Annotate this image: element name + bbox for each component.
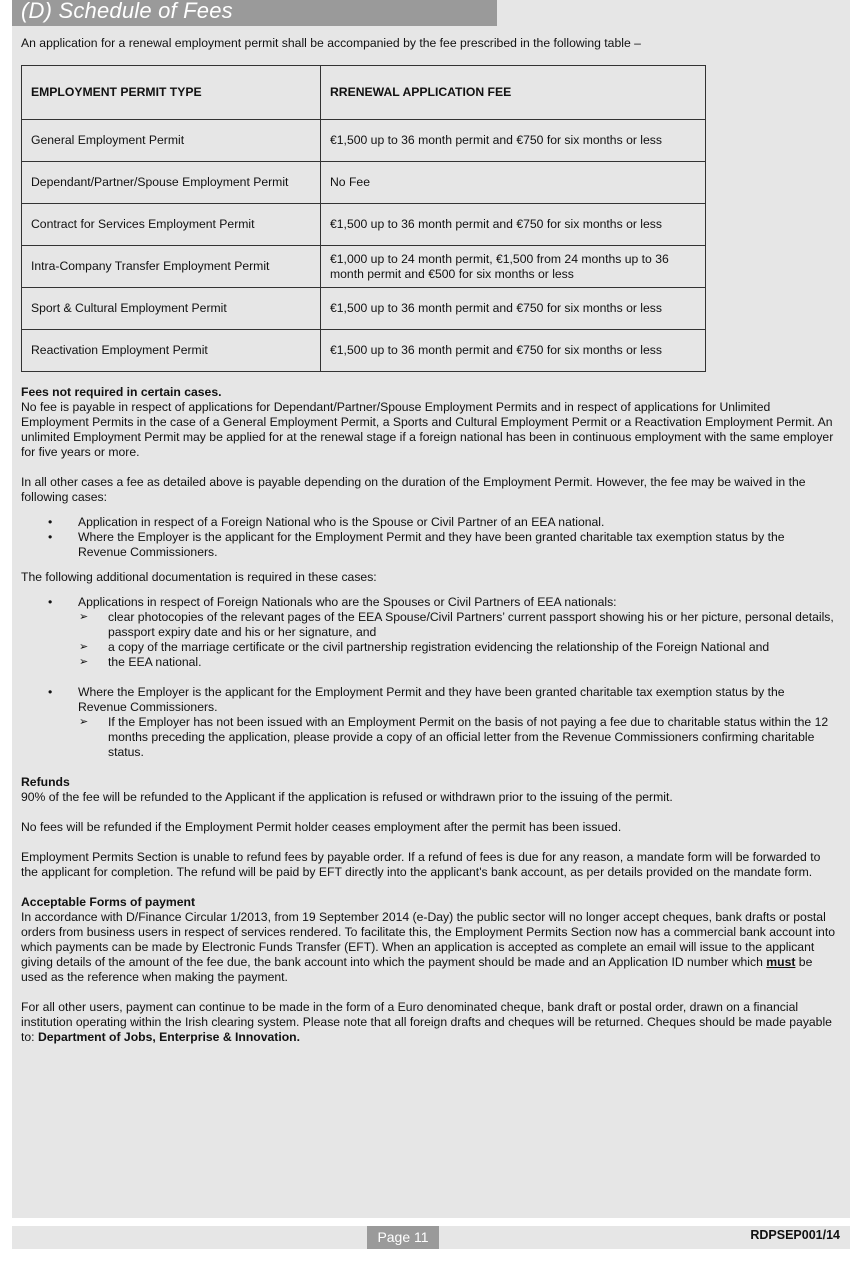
sub-list-item: ➢ If the Employer has not been issued with an Employment Permit on the basis of not paying a fee due to charitable status within the 12 months preceding the application, please provide a copy of an official letter from the Revenue Commissioners confirming charitable status. [79, 715, 829, 759]
sub-list-item: ➢ clear photocopies of the relevant pages of the EEA Spouse/Civil Partners’ current passport showing his or her picture, personal details, passport expiry date and his or her signature, and [79, 610, 834, 639]
fee-cell: €1,500 up to 36 month permit and €750 for six months or less [321, 288, 706, 330]
fee-table [21, 65, 706, 372]
page-number: Page 11 [367, 1226, 439, 1249]
payee-name: Department of Jobs, Enterprise & Innovation. [37, 1030, 301, 1044]
waiver-case-list [21, 515, 836, 560]
list-item: • Where the Employer is the applicant for the Employment Permit and they have been granted charitable tax exemption status by the Revenue Commissioners. [48, 530, 785, 559]
sub-list-item: ➢ a copy of the marriage certificate or the civil partnership registration evidencing the relationship of the Foreign National and [79, 640, 770, 654]
must-emphasis: must [766, 955, 796, 969]
body-content [21, 385, 836, 1045]
arrow-bullet-icon: ➢ [79, 716, 89, 728]
refunds-heading: Refunds [21, 775, 70, 789]
list-item: • Applications in respect of Foreign Nationals who are the Spouses or Civil Partners of EEA nationals: ➢ clear photocopies of the relevant pages of the EEA Spouse/Civil Partners’ current passport showing his or her picture, personal details, passport expiry date and his or her signature, and ➢ a copy of the marriage certificate or the civil partnership registration evidencing the relationship of the Foreign National and ➢ the EEA national. [21, 595, 836, 670]
sub-list [78, 715, 836, 760]
docs-intro: The following additional documentation is required in these cases: [21, 570, 377, 584]
payment-heading: Acceptable Forms of payment [21, 895, 196, 909]
table-row [22, 330, 706, 372]
fees-not-required-heading: Fees not required in certain cases. [21, 385, 222, 399]
bullet-icon: • [48, 530, 53, 544]
payment-para-1: In accordance with D/Finance Circular 1/2013, from 19 September 2014 (e-Day) the public sector will no longer accept cheques, bank drafts or postal orders from business users in respect of services rendered. To facilitate this, the Employment Permits Section now has a commercial bank account into which payments can be made by Electronic Funds Transfer (EFT). When an application is accepted as complete an email will issue to the applicant giving details of the amount of the fee due, the bank account into which the payment should be made and an Application ID number which must be used as the reference when making the payment. [21, 910, 835, 984]
list-item: • Where the Employer is the applicant for the Employment Permit and they have been granted charitable tax exemption status by the Revenue Commissioners. ➢ If the Employer has not been issued with an Employment Permit on the basis of not paying a fee due to charitable status within the 12 months preceding the application, please provide a copy of an official letter from the Revenue Commissioners confirming charitable status. [21, 685, 836, 760]
bullet-icon: • [48, 595, 53, 609]
table-row [22, 204, 706, 246]
refunds-para-1: 90% of the fee will be refunded to the Applicant if the application is refused or withdrawn prior to the issuing of the permit. [21, 790, 673, 804]
fee-waiver-para: In all other cases a fee as detailed above is payable depending on the duration of the Employment Permit. However, the fee may be waived in the following cases: [21, 475, 806, 504]
arrow-bullet-icon: ➢ [79, 641, 89, 653]
arrow-bullet-icon: ➢ [79, 611, 89, 623]
list-item: • Application in respect of a Foreign National who is the Spouse or Civil Partner of an EEA national. [48, 515, 605, 529]
permit-type-cell: Dependant/Partner/Spouse Employment Permit [22, 162, 321, 204]
bullet-icon: • [48, 685, 53, 699]
fee-cell: €1,000 up to 24 month permit, €1,500 from 24 months up to 36 month permit and €500 for six months or less [321, 246, 706, 288]
fee-cell: €1,500 up to 36 month permit and €750 for six months or less [321, 330, 706, 372]
bullet-icon: • [48, 515, 53, 529]
refunds-para-2: No fees will be refunded if the Employment Permit holder ceases employment after the permit has been issued. [21, 820, 622, 834]
permit-type-cell: Contract for Services Employment Permit [22, 204, 321, 246]
payment-para-2: For all other users, payment can continue to be made in the form of a Euro denominated cheque, bank draft or postal order, drawn on a financial institution operating within the Irish clearing system. Please note that all foreign drafts and cheques will be returned. Cheques should be made payable to: Department of Jobs, Enterprise & Innovation. [21, 1000, 832, 1044]
fee-table-header [22, 66, 706, 120]
sub-list-item: ➢ the EEA national. [79, 655, 202, 669]
section-title: (D) Schedule of Fees [21, 0, 233, 23]
arrow-bullet-icon: ➢ [79, 656, 89, 668]
permit-type-cell: General Employment Permit [22, 120, 321, 162]
permit-type-cell: Sport & Cultural Employment Permit [22, 288, 321, 330]
table-row [22, 162, 706, 204]
header-renewal-fee: RRENEWAL APPLICATION FEE [321, 66, 706, 120]
docs-list [21, 595, 836, 760]
fees-not-required-para: No fee is payable in respect of applications for Dependant/Partner/Spouse Employment Permits and in respect of applications for Unlimited Employment Permits in the case of a General Employment Permit, a Sports and Cultural Employment Permit or a Reactivation Employment Permit. An unlimited Employment Permit may be applied for at the renewal stage if a foreign national has been in continuous employment with the same employer for five years or more. [21, 400, 834, 459]
table-row [22, 246, 706, 288]
intro-text: An application for a renewal employment permit shall be accompanied by the fee prescribed in the following table – [21, 36, 641, 50]
document-reference: RDPSEP001/14 [750, 1228, 840, 1242]
header-permit-type: EMPLOYMENT PERMIT TYPE [22, 66, 321, 120]
sub-list [78, 610, 836, 670]
fee-cell: No Fee [321, 162, 706, 204]
table-row [22, 120, 706, 162]
permit-type-cell: Reactivation Employment Permit [22, 330, 321, 372]
refunds-para-3: Employment Permits Section is unable to refund fees by payable order. If a refund of fees is due for any reason, a mandate form will be forwarded to the applicant for completion. The refund will be paid by EFT directly into the applicant's bank account, as per details provided on the mandate form. [21, 850, 821, 879]
fee-cell: €1,500 up to 36 month permit and €750 for six months or less [321, 204, 706, 246]
table-row [22, 288, 706, 330]
permit-type-cell: Intra-Company Transfer Employment Permit [22, 246, 321, 288]
fee-cell: €1,500 up to 36 month permit and €750 for six months or less [321, 120, 706, 162]
